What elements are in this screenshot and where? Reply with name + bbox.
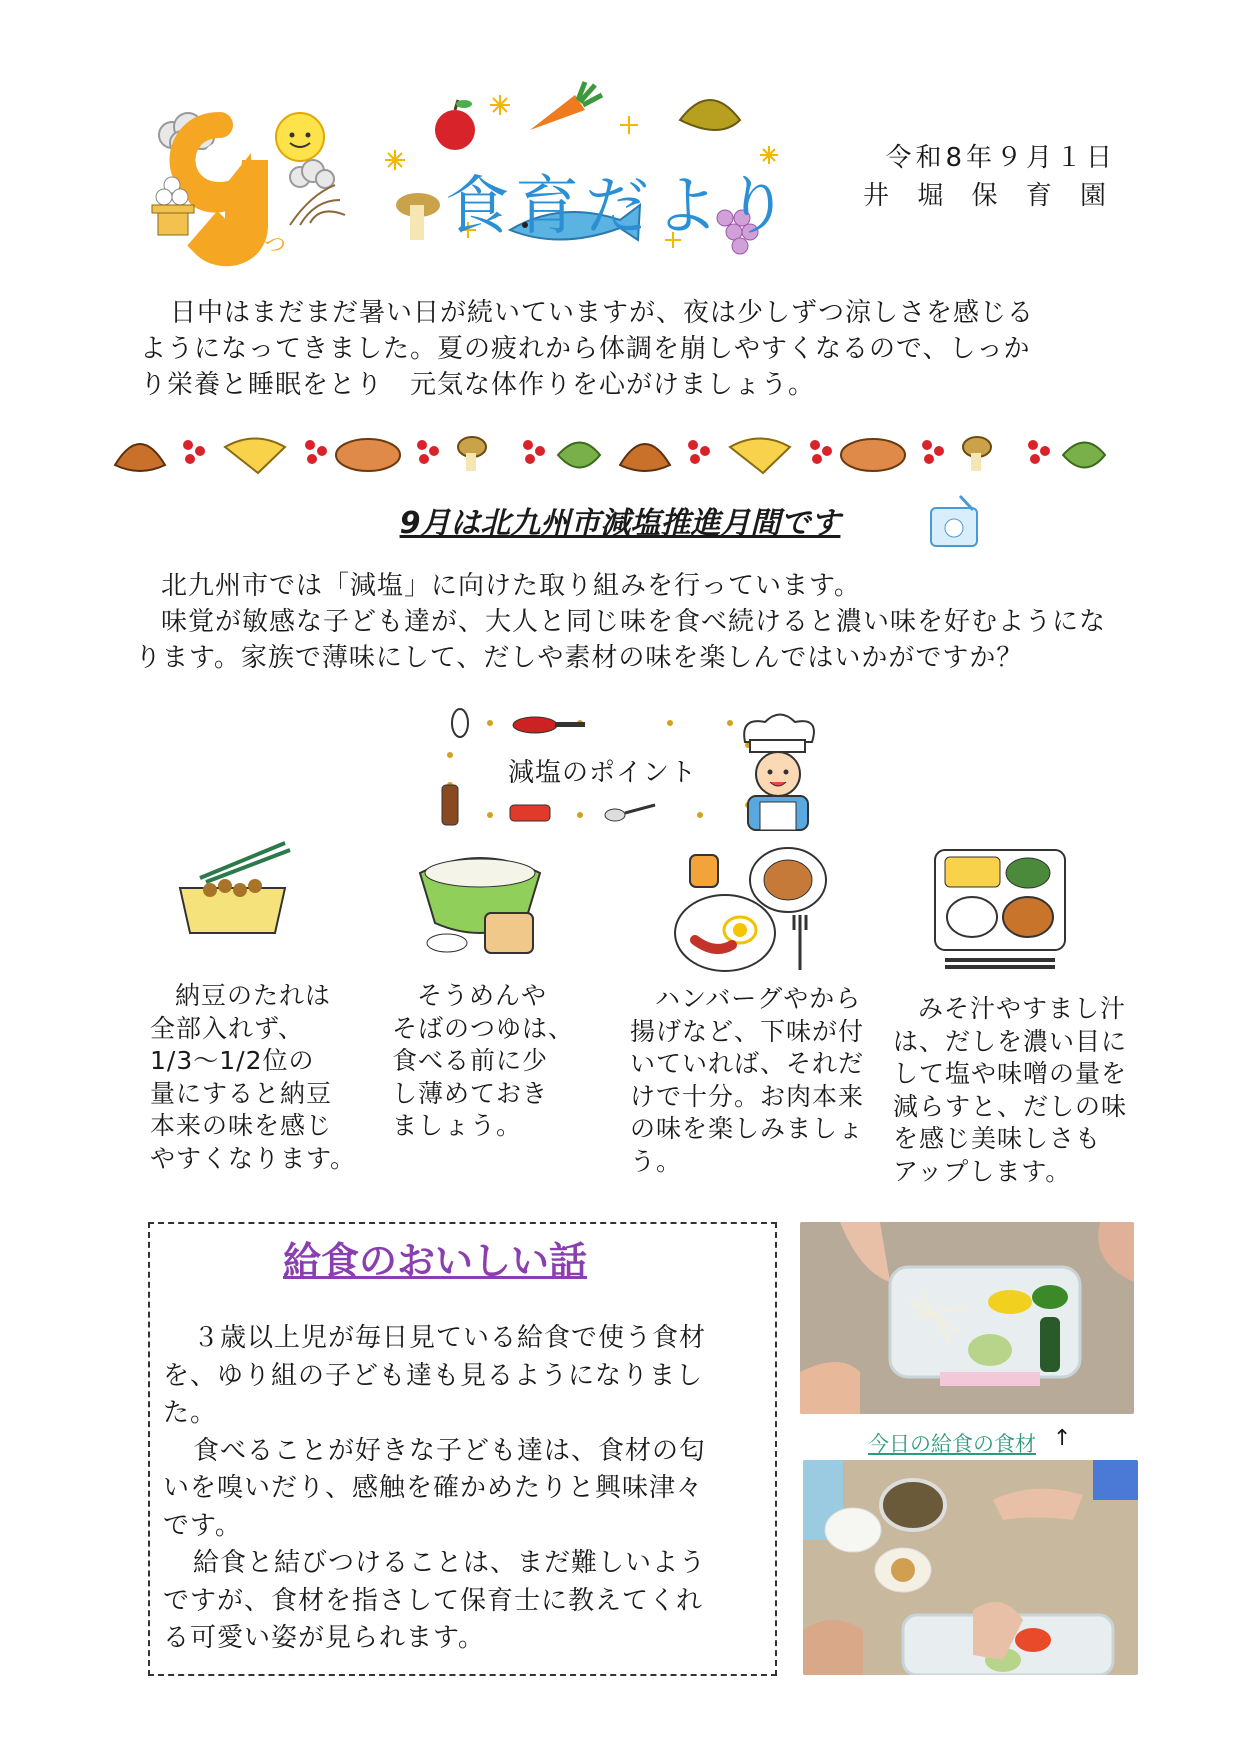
intro-line: ようになってきました。夏の疲れから体調を崩しやすくなるので、しっか — [140, 334, 1031, 364]
intro-text — [140, 295, 1120, 403]
intro-line: 日中はまだまだ暑い日が続いていますが、夜は少しずつ涼しさを感じる — [170, 298, 1035, 328]
issue-date: 令和8年９月１日 — [885, 143, 1116, 173]
tip-line: 納豆のたれは — [175, 981, 332, 1010]
tip-line: ましょう。 — [392, 1111, 523, 1140]
tip-line: は、だしを濃い目に — [893, 1026, 1128, 1056]
mushroom-icon — [396, 193, 440, 240]
chef-boy-illustration — [720, 712, 835, 832]
header — [0, 0, 1241, 280]
body-line: です。 — [163, 1510, 242, 1541]
tip-line: 量にすると納豆 — [150, 1078, 333, 1108]
body-line: 給食と結びつけることは、まだ難しいよう — [193, 1548, 707, 1578]
body-line: ですが、食材を指さして保育士に教えてくれ — [163, 1585, 704, 1616]
body-line: た。 — [163, 1398, 218, 1428]
tip-line: し薄めておき — [392, 1078, 549, 1108]
tip-line: 全部入れず、 — [150, 1013, 305, 1043]
body-line: を、ゆり組の子ども達も見るようになりまし — [163, 1360, 704, 1391]
mushroom-icon — [458, 437, 486, 471]
somen-illustration — [415, 848, 545, 963]
tip-line: みそ汁やすまし汁 — [918, 994, 1127, 1023]
sun-icon — [276, 113, 324, 161]
susuki-grass-icon — [290, 185, 345, 225]
ladle-icon — [605, 805, 655, 821]
body-line: ります。家族で薄味にして、だしや素材の味を楽しんではいかがですか？ — [135, 643, 1024, 673]
salt-reduction-text — [135, 568, 1125, 676]
photo-caption: 今日の給食の食材 — [868, 1432, 1036, 1456]
body-line: 食べることが好きな子ども達は、食材の匂 — [193, 1435, 707, 1466]
hamburg-plate-illustration — [670, 845, 835, 975]
leaf-icon — [558, 443, 600, 468]
month-suffix: がつ — [242, 233, 287, 258]
ginkgo-leaf-icon — [225, 439, 285, 474]
apple-icon — [435, 100, 475, 150]
tip-line: う。 — [630, 1146, 683, 1176]
pepper-mill-icon — [442, 785, 458, 825]
tip-line: 1/3～1/2位の — [150, 1046, 315, 1075]
autumn-border-divider — [110, 425, 1130, 485]
tip-miso — [893, 993, 1128, 1188]
tip-line: 減らすと、だしの味 — [893, 1091, 1128, 1121]
mushroom-icon — [336, 439, 400, 471]
newsletter-title: 食育だより — [445, 170, 795, 244]
school-lunch-text — [163, 1320, 763, 1658]
nursery-name: 井 堀 保 育 園 — [862, 181, 1116, 211]
tip-natto — [150, 980, 360, 1175]
salt-point-title: 減塩のポイント — [508, 758, 698, 788]
tip-line: を感じ美味しさも — [893, 1124, 1102, 1153]
chestnut-icon — [115, 444, 165, 471]
up-arrow-icon: ↑ — [1053, 1426, 1072, 1451]
tip-line: アップします。 — [893, 1156, 1072, 1186]
salt-shaker-icon — [925, 492, 985, 552]
body-line: る可愛い姿が見られます。 — [163, 1623, 485, 1653]
tip-line: して塩や味噌の量を — [893, 1059, 1128, 1088]
tip-line: ハンバーグやから — [655, 984, 862, 1013]
natto-illustration — [170, 838, 295, 948]
tip-somen — [392, 980, 592, 1143]
tip-line: そうめんや — [417, 981, 548, 1010]
pot-icon — [510, 805, 550, 821]
tip-line: の味を楽しみましょ — [630, 1114, 865, 1143]
body-line: いを嗅いだり、感触を確かめたりと興味津々 — [163, 1473, 704, 1503]
school-lunch-heading: 給食のおいしい話 — [282, 1239, 587, 1283]
tip-line: そばのつゆは、 — [392, 1013, 575, 1043]
body-line: 味覚が敏感な子ども達が、大人と同じ味を食べ続けると濃い味を好むようにな — [161, 607, 1107, 637]
salt-reduction-heading: 9月は北九州市減塩推進月間です — [399, 506, 841, 541]
berry-sprig-icon — [183, 440, 205, 464]
intro-line: り栄養と睡眠をとり 元気な体作りを心がけましょう。 — [140, 370, 816, 400]
frying-pan-icon — [513, 717, 585, 733]
carrot-icon — [530, 82, 602, 130]
body-line: 北九州市では「減塩」に向けた取り組みを行っています。 — [161, 571, 861, 601]
tip-line: 食べる前に少 — [392, 1046, 549, 1075]
tip-line: けで十分。お肉本来 — [630, 1081, 865, 1111]
tip-hamburg — [630, 983, 865, 1178]
tip-line: 本来の味を感じ — [150, 1111, 333, 1140]
body-line: ３歳以上児が毎日見ている給食で使う食材 — [193, 1323, 707, 1353]
whisk-icon — [452, 709, 468, 737]
miso-soup-set-illustration — [930, 845, 1070, 975]
children-touching-ingredients-photo — [803, 1460, 1138, 1675]
tip-line: 揚げなど、下味が付 — [630, 1016, 865, 1046]
tip-line: いていれば、それだ — [630, 1049, 865, 1078]
tip-line: やすくなります。 — [150, 1143, 357, 1173]
chestnut-icon — [680, 100, 740, 130]
lunch-ingredients-photo — [800, 1222, 1134, 1414]
